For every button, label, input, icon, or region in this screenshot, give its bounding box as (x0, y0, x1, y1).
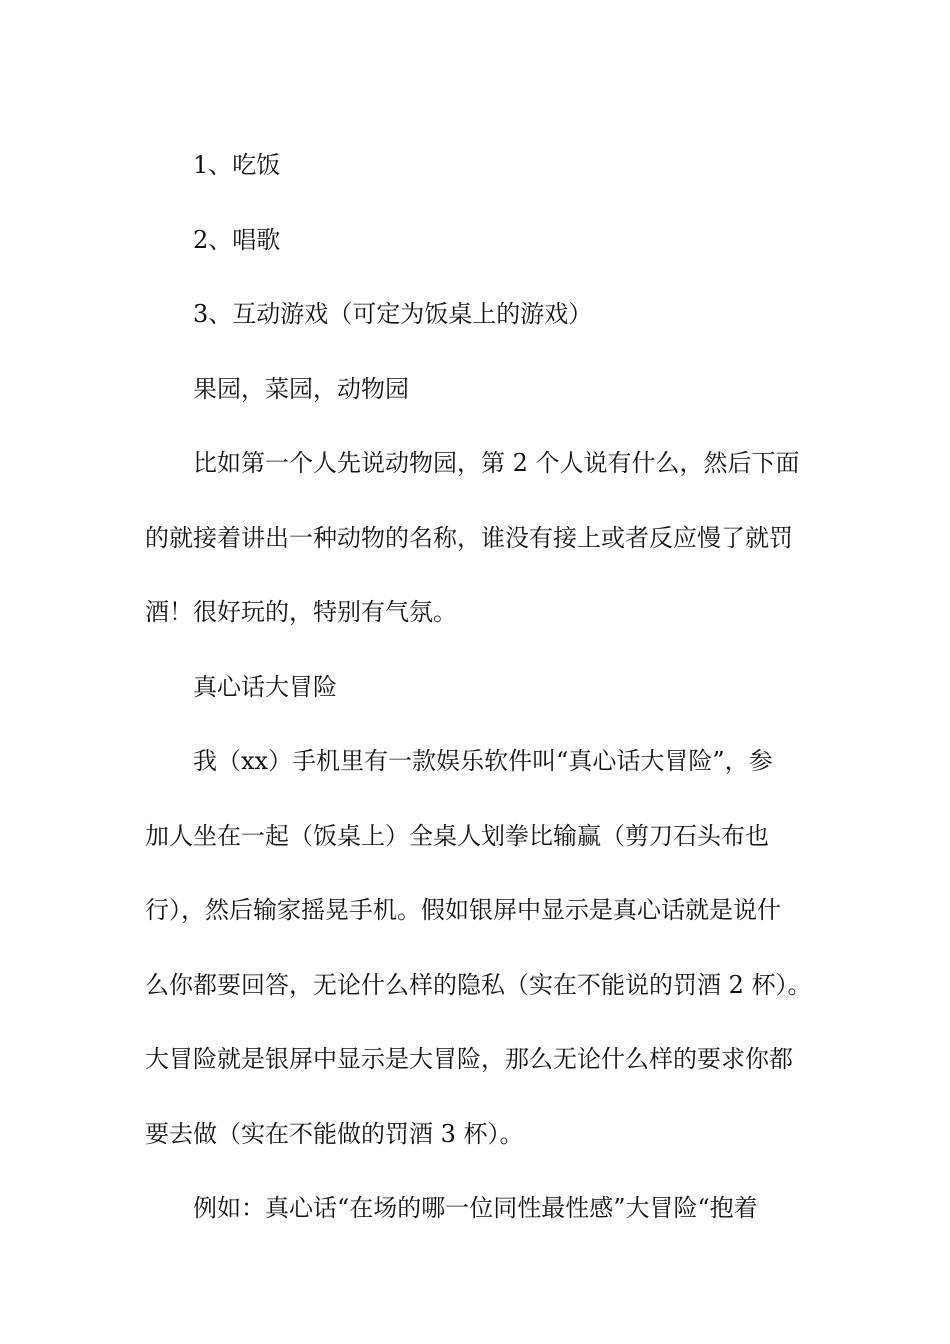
text-line: 我（xx）手机里有一款娱乐软件叫“真心话大冒险”，参 (193, 747, 773, 775)
game-description-truth-or-dare (145, 724, 815, 1171)
list-item-games (145, 277, 815, 352)
text-line: 大冒险就是银屏中显示是大冒险，那么无论什么样的要求你都 (145, 1045, 793, 1073)
game-title-garden (145, 352, 815, 427)
text-line: 果园，菜园，动物园 (193, 374, 409, 403)
text-line: 比如第一个人先说动物园，第 2 个人说有什么，然后下面 (193, 449, 800, 477)
text-line: 加人坐在一起（饭桌上）全桌人划拳比输赢（剪刀石头布也 (145, 821, 769, 850)
list-item-eat (145, 128, 815, 203)
example-paragraph (145, 1171, 815, 1246)
list-item-sing (145, 203, 815, 278)
game-description-garden (145, 426, 815, 650)
text-line: 的就接着讲出一种动物的名称，谁没有接上或者反应慢了就罚 (145, 523, 793, 552)
document-body (145, 128, 815, 1246)
text-line: 例如：真心话“在场的哪一位同性最性感”大冒险“抱着 (193, 1194, 758, 1222)
text-line: 2、唱歌 (193, 225, 281, 254)
text-line: 1、吃饭 (193, 151, 281, 179)
text-line: 酒！很好玩的，特别有气氛。 (145, 598, 457, 626)
game-title-truth-or-dare (145, 650, 815, 725)
text-line: 真心话大冒险 (193, 672, 337, 701)
text-line: 行），然后输家摇晃手机。假如银屏中显示是真心话就是说什 (145, 896, 781, 924)
text-line: 要去做（实在不能做的罚酒 3 杯）。 (145, 1119, 524, 1148)
text-line: 么你都要回答，无论什么样的隐私（实在不能说的罚酒 2 杯）。 (145, 970, 812, 999)
text-line: 3、互动游戏（可定为饭桌上的游戏） (193, 300, 593, 328)
